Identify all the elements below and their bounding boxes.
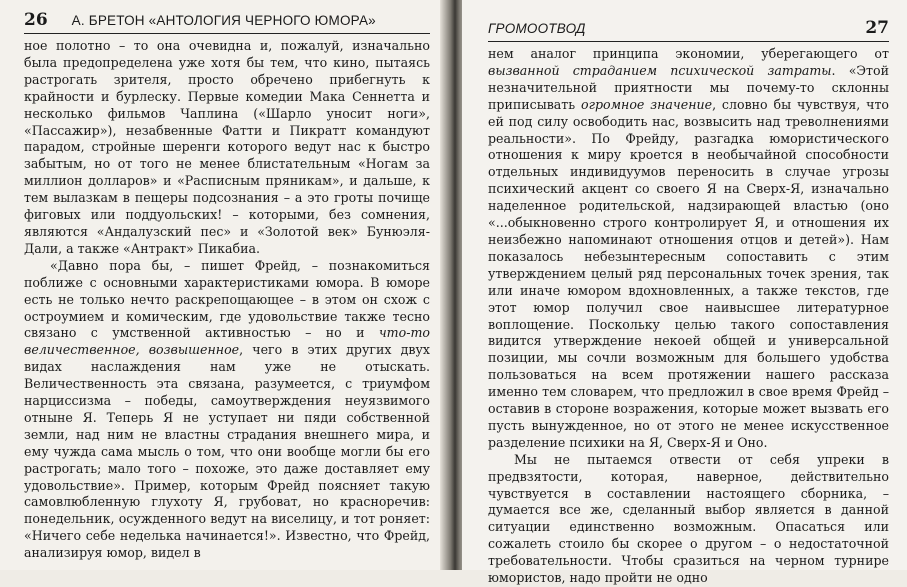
right-page xyxy=(462,0,907,586)
paragraph: ное полотно – то она очевидна и, пожалуй, изначально была предопределена уже хотя бы тем, что кино, пытаясь растрогать зрителя, просто обречено прибегнуть к крайности и бурлеску. Первые комедии Мака Сеннетта и несколько фильмов Чаплина («Шарло уносит ноги», «Пассажир»), незабвенные Фатти и Пикратт командуют парадом, стройные шеренги которого ведут нас к быстро забытым, но от того не менее блистательным «Ногам за миллион долларов» и «Расписным пряникам», и дальше, к тем вылазкам в пещеры подсознания – а это гроты почище фиговых или поддуольских! – которыми, без сомнения, являются «Андалузский пес» и «Золотой век» Бунюэля-Дали, а также «Антракт» Пикабиа. xyxy=(24,38,430,256)
left-page-header xyxy=(24,10,430,34)
emphasis: огромное значение xyxy=(581,96,713,112)
paragraph xyxy=(488,46,889,452)
running-head-left: А. БРЕТОН «АНТОЛОГИЯ ЧЕРНОГО ЮМОРА» xyxy=(71,13,376,28)
right-page-header xyxy=(488,18,889,42)
left-page-text xyxy=(24,38,430,562)
running-head-right: ГРОМООТВОД xyxy=(488,21,586,36)
left-page xyxy=(0,0,450,570)
emphasis: вызванной страданием психической затраты xyxy=(488,62,832,78)
text-run: нем аналог принципа экономии, уберегающего от xyxy=(488,46,889,61)
text-run: , словно бы чувствуя, что ей под силу освободить нас, возвысить над треволнениями реальности». По Фрейду, разгадка юмористического отношения к миру кроется в необычайной способности отдельных индивидуумов переносить в случае угрозы психический акцент со своего Я на Сверх-Я, изначально наделенное родительской, надзирающей властью (оно «...обыкновенно строго контролирует Я, и отношения их неизбежно напоминают отношения отцов и детей»). Нам показалось небезынтересным сопоставить с этим утверждением целый ряд персональных точек зрения, так или иначе юмором вдохновленных, а также текстов, где этот юмор получил свое наивысшее литературное воплощение. Поскольку целью такого сопоставления видится утверждение некоей общей и универсальной позиции, мы сочли возможным для большего удобства пользоваться на всем протяжении нашего рассказа именно тем словарем, что предложил в свое время Фрейд – оставив в стороне возражения, которые может вызвать его пусть вынужденное, но от этого не менее искусственное разделение психики на Я, Сверх-Я и Оно. xyxy=(488,96,890,450)
page-number-left: 26 xyxy=(24,10,48,30)
text-run: «Давно пора бы, – пишет Фрейд, – познакомиться поближе с основными характеристиками юмора. В юморе есть не только нечто раскрепощающее – в этом он схож с остроумием и комическим, где удовольствие также тесно связано с умственной активностью – но и xyxy=(24,257,430,341)
right-page-text xyxy=(488,46,889,587)
text-run: . «Этой незначительной приятности мы почему-то склонны приписывать xyxy=(488,62,889,112)
paragraph xyxy=(24,258,430,562)
emphasis: что-то величественное, возвышенное xyxy=(24,325,430,358)
page-number-right: 27 xyxy=(865,18,889,38)
paragraph: Мы не пытаемся отвести от себя упреки в предвзятости, которая, наверное, действительно чувствуется в составлении настоящего сборника, – думается все же, сделанный выбор является в данной ситуации единственно возможным. Опасаться или сожалеть стоило бы скорее о другом – о недостаточной требовательности. Чтобы сразиться на черном турнире юмористов, надо пройти не одно xyxy=(488,451,889,586)
text-run: , чего в этих других двух видах наслаждения нам уже не отыскать. Величественность эта связана, разумеется, с триумфом нарциссизма – победы, самоутверждения неуязвимого отныне Я. Теперь Я не уступает ни пяди собственной земли, над ним не властны страдания внешнего мира, и ему чужда сама мысль о том, что они вообще могли бы его растрогать; мало того – похоже, это даже доставляет ему удовольствие». Пример, которым Фрейд поясняет такую самовлюбленную глухоту Я, грубоват, но красноречив: понедельник, осужденного ведут на виселицу, и тот роняет: «Ничего себе неделька начинается!». Известно, что Фрейд, анализируя юмор, видел в xyxy=(24,342,430,561)
